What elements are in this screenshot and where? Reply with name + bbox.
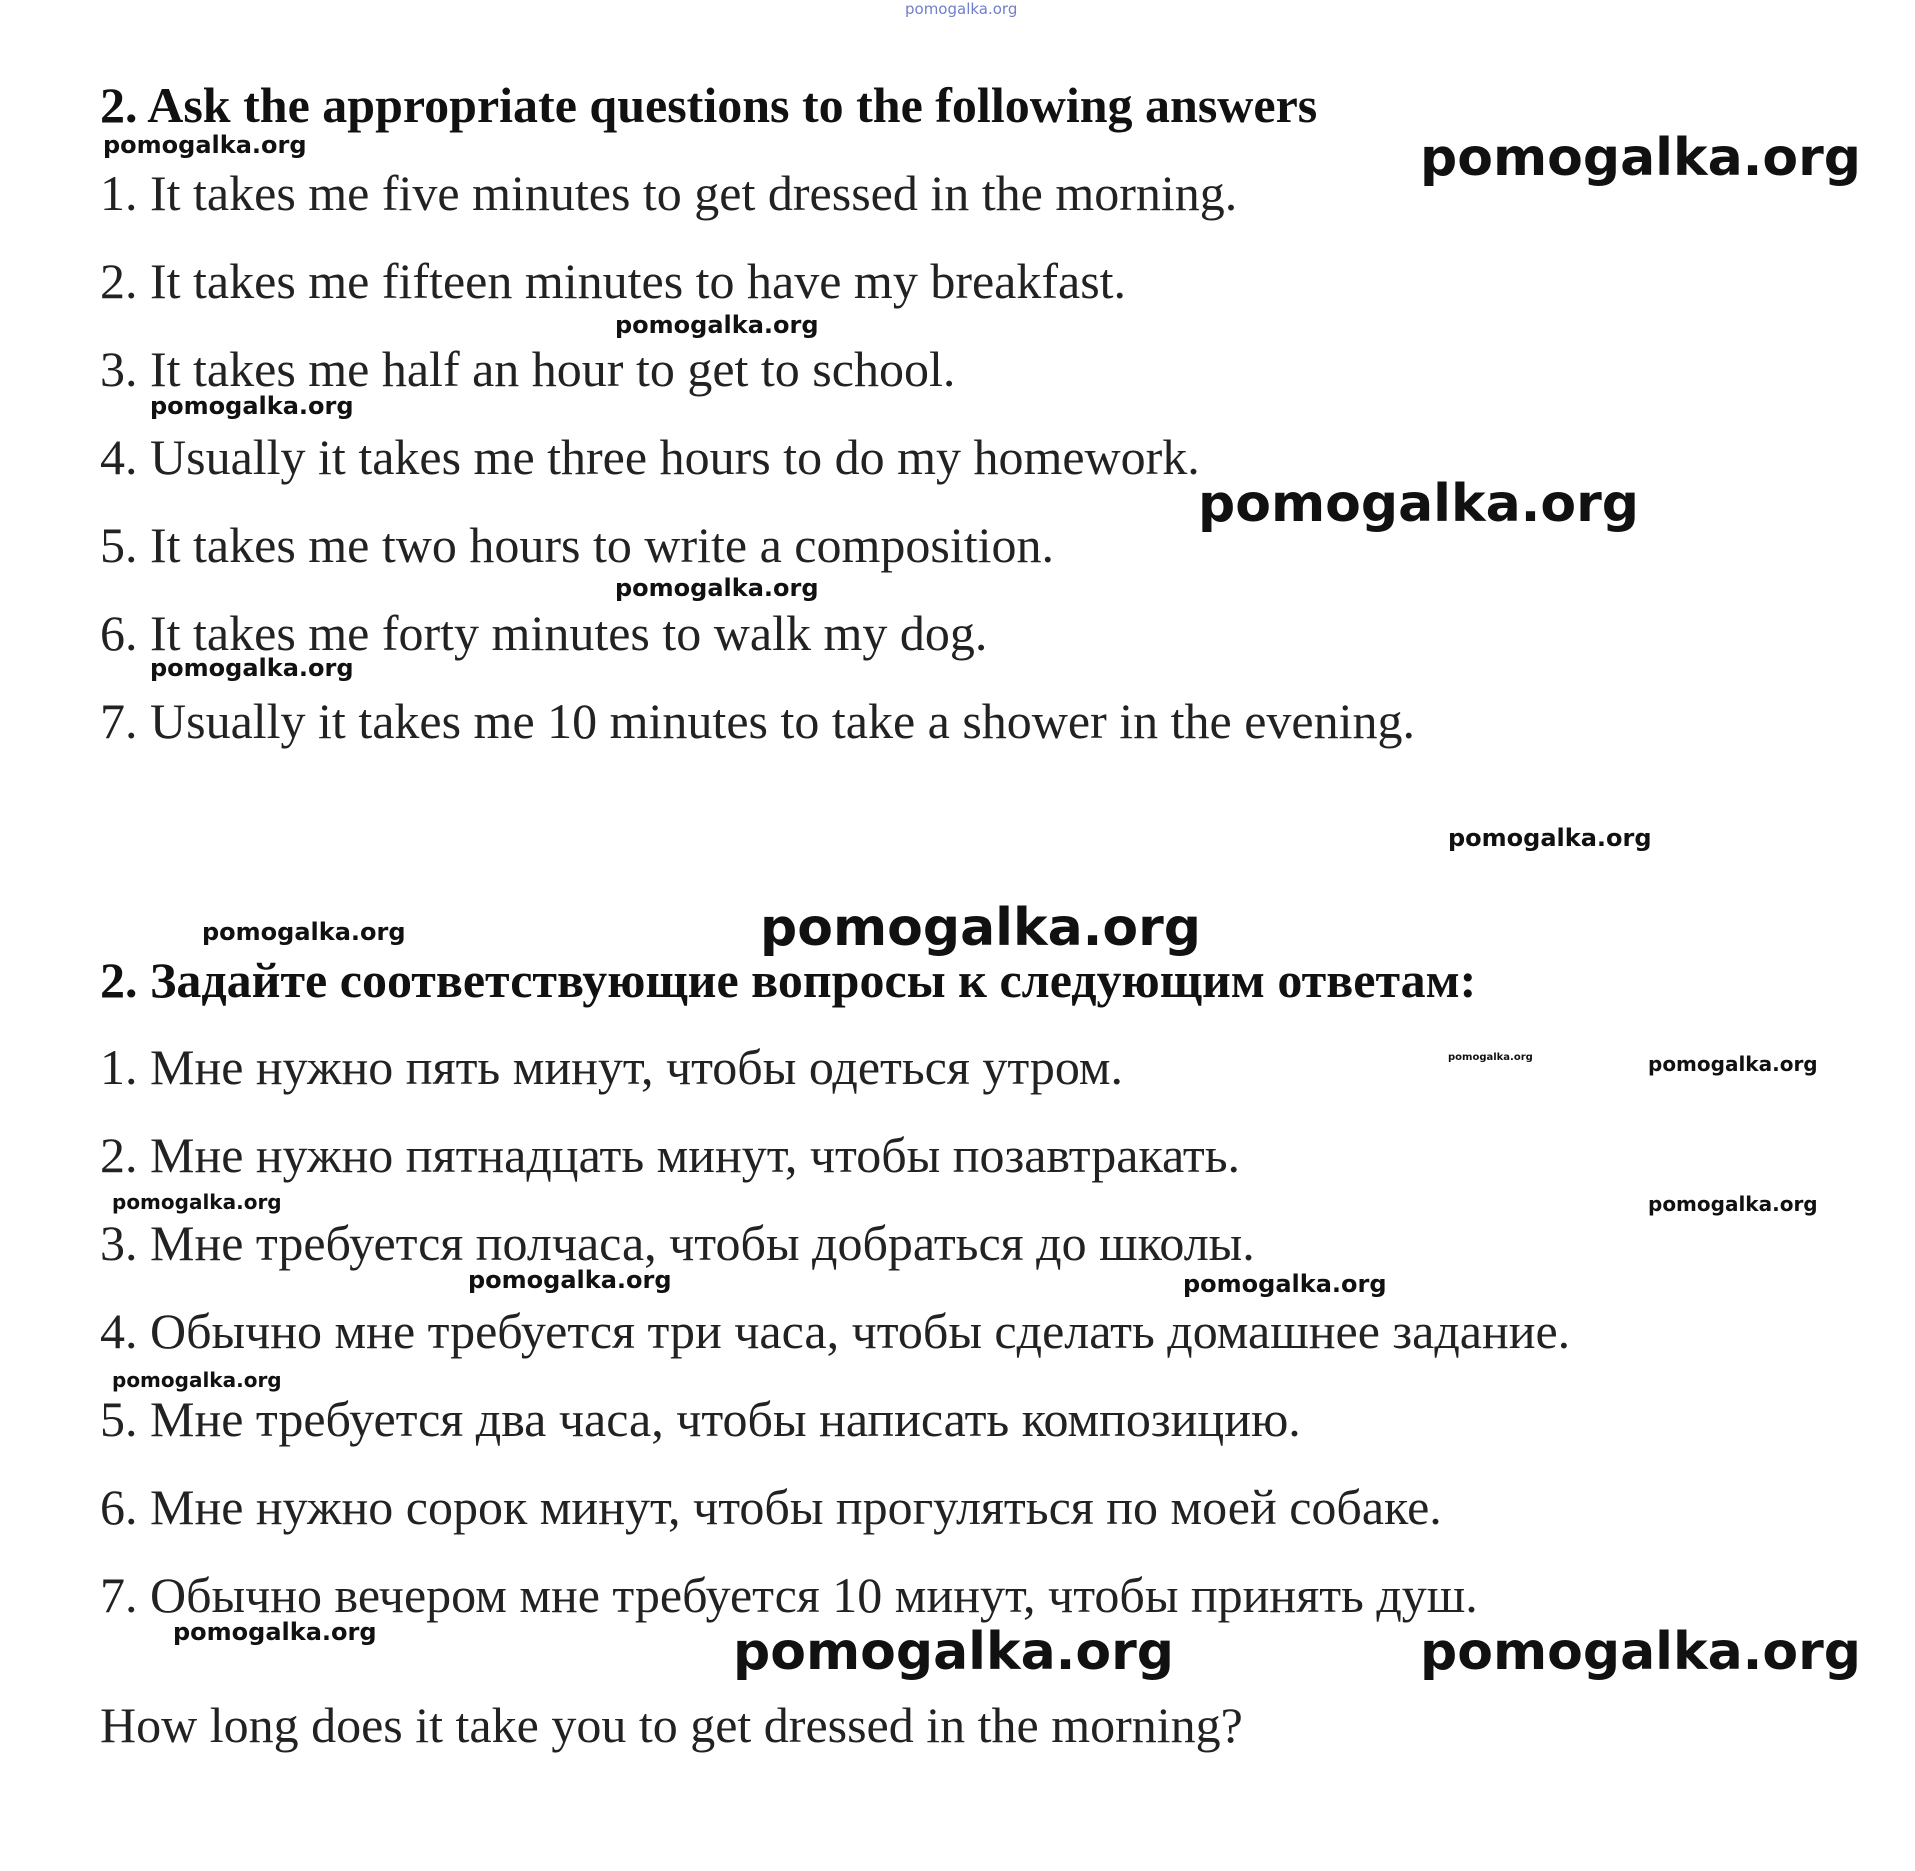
watermark-text: pomogalka.org bbox=[1648, 1192, 1818, 1216]
english-item-1: 1. It takes me five minutes to get dressed in the morning. bbox=[100, 165, 1238, 221]
watermark-text: pomogalka.org bbox=[615, 574, 819, 602]
english-item-7: 7. Usually it takes me 10 minutes to take a shower in the evening. bbox=[100, 693, 1415, 749]
watermark-text: pomogalka.org bbox=[103, 131, 307, 159]
russian-heading: 2. Задайте соответствующие вопросы к следующим ответам: bbox=[100, 952, 1477, 1008]
english-item-5: 5. It takes me two hours to write a composition. bbox=[100, 517, 1055, 573]
watermark-text: pomogalka.org bbox=[173, 1618, 377, 1646]
russian-item-2: 2. Мне нужно пятнадцать минут, чтобы позавтракать. bbox=[100, 1127, 1241, 1183]
watermark-text: pomogalka.org bbox=[468, 1266, 672, 1294]
russian-item-3: 3. Мне требуется полчаса, чтобы добраться до школы. bbox=[100, 1215, 1255, 1271]
russian-item-6: 6. Мне нужно сорок минут, чтобы прогуляться по моей собаке. bbox=[100, 1479, 1442, 1535]
watermark-text: pomogalka.org bbox=[1448, 824, 1652, 852]
watermark-text: pomogalka.org bbox=[1420, 1622, 1862, 1682]
watermark-text: pomogalka.org bbox=[1448, 1052, 1533, 1063]
english-item-4: 4. Usually it takes me three hours to do my homework. bbox=[100, 429, 1200, 485]
russian-item-5: 5. Мне требуется два часа, чтобы написать композицию. bbox=[100, 1391, 1301, 1447]
watermark-text: pomogalka.org bbox=[1648, 1052, 1818, 1076]
answer-text: How long does it take you to get dressed in the morning? bbox=[100, 1697, 1243, 1753]
watermark-text: pomogalka.org bbox=[112, 1368, 282, 1392]
watermark-text: pomogalka.org bbox=[150, 654, 354, 682]
watermark-text: pomogalka.org bbox=[202, 918, 406, 946]
watermark-text: pomogalka.org bbox=[1198, 474, 1640, 534]
russian-item-4: 4. Обычно мне требуется три часа, чтобы сделать домашнее задание. bbox=[100, 1303, 1571, 1359]
watermark-text: pomogalka.org bbox=[733, 1622, 1175, 1682]
watermark-text: pomogalka.org bbox=[112, 1190, 282, 1214]
watermark-text: pomogalka.org bbox=[760, 898, 1202, 958]
russian-item-1: 1. Мне нужно пять минут, чтобы одеться утром. bbox=[100, 1039, 1124, 1095]
english-item-6: 6. It takes me forty minutes to walk my dog. bbox=[100, 605, 988, 661]
russian-item-7: 7. Обычно вечером мне требуется 10 минут, чтобы принять душ. bbox=[100, 1567, 1478, 1623]
watermark-text: pomogalka.org bbox=[1183, 1270, 1387, 1298]
watermark-top: pomogalka.org bbox=[905, 0, 1018, 18]
english-item-3: 3. It takes me half an hour to get to school. bbox=[100, 341, 956, 397]
watermark-text: pomogalka.org bbox=[615, 311, 819, 339]
watermark-text: pomogalka.org bbox=[150, 392, 354, 420]
english-heading: 2. Ask the appropriate questions to the following answers bbox=[100, 77, 1318, 133]
english-item-2: 2. It takes me fifteen minutes to have my breakfast. bbox=[100, 253, 1127, 309]
watermark-text: pomogalka.org bbox=[1420, 128, 1862, 188]
